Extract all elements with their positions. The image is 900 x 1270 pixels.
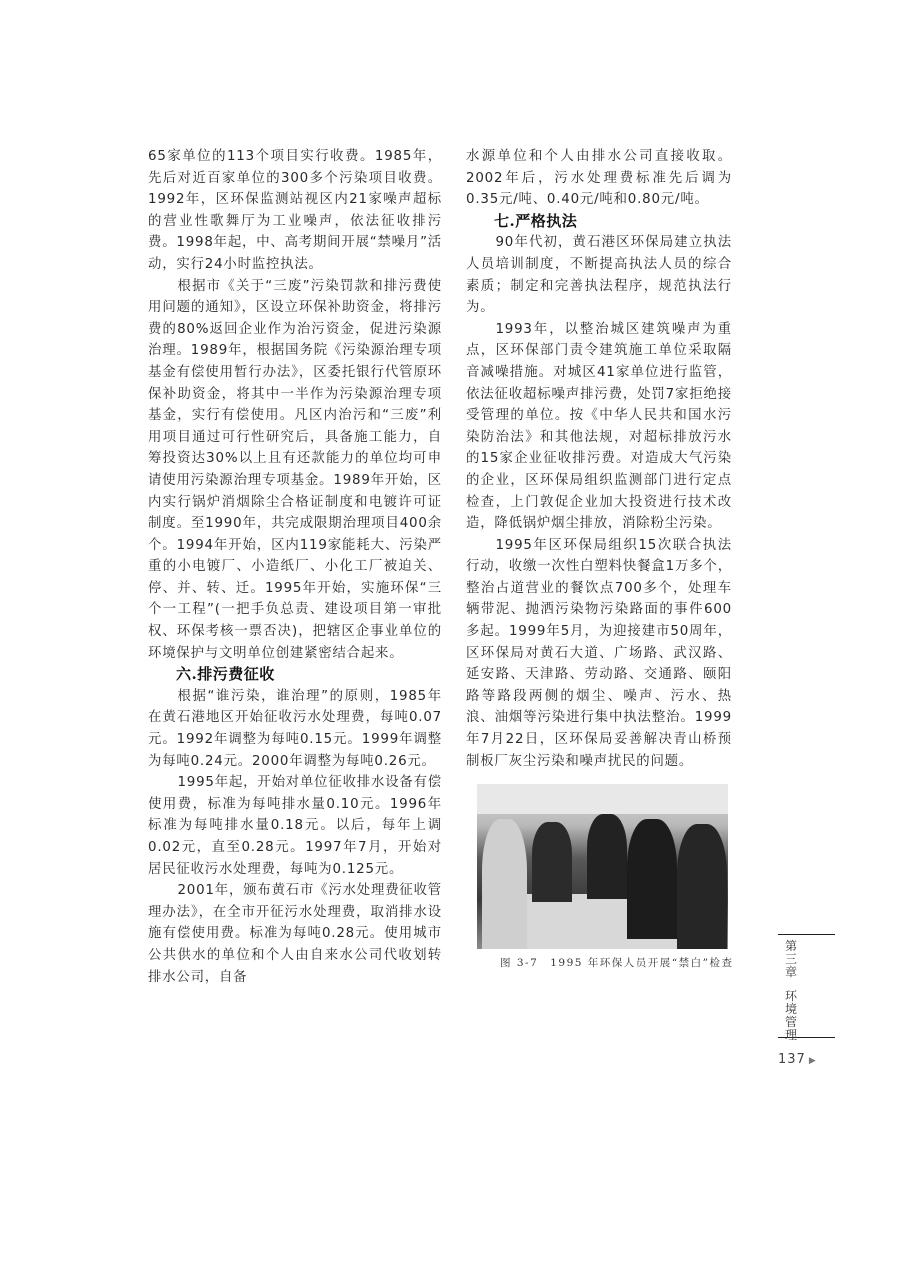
paragraph: 根据“谁污染，谁治理”的原则，1985年在黄石港地区开始征收污水处理费，每吨0.07元。1992年调整为每吨0.15元。1999年调整为每吨0.24元。2000年调整为每吨0.26元。 bbox=[148, 688, 442, 769]
photo-person bbox=[587, 814, 627, 899]
tab-char: 章 bbox=[785, 965, 798, 979]
section-heading: 六.排污费征收 bbox=[176, 665, 275, 684]
tab-char: 理 bbox=[785, 1028, 798, 1042]
tab-char: 第 bbox=[785, 939, 798, 953]
paragraph: 65家单位的113个项目实行收费。1985年，先后对近百家单位的300多个污染项目收费。1992年，区环保监测站视区内21家噪声超标的营业性歌舞厅为工业噪声，依法征收排污费。1998年起，中、高考期间开展“禁噪月”活动，实行24小时监控执法。 bbox=[148, 149, 442, 272]
photo-person bbox=[677, 824, 727, 949]
triangle-right-icon: ▶ bbox=[808, 1056, 817, 1066]
page-number bbox=[778, 1052, 817, 1067]
tab-char: 境 bbox=[785, 1002, 798, 1016]
paragraph: 1995年起，开始对单位征收排水设备有偿使用费，标准为每吨排水量0.10元。1996年标准为每吨排水量0.18元。以后，每年上调0.02元，直至0.28元。1997年7月，开始对居民征收污水处理费，每吨为0.125元。 bbox=[148, 775, 442, 877]
paragraph: 90年代初，黄石港区环保局建立执法人员培训制度，不断提高执法人员的综合素质；制定和完善执法程序，规范执法行为。 bbox=[466, 235, 732, 316]
chapter-side-tab bbox=[778, 934, 835, 1042]
paragraph: 2001年，颁布黄石市《污水处理费征收管理办法》，在全市开征污水处理费，取消排水设施有偿使用费。标准为每吨0.28元。使用城市公共供水的单位和个人由自来水公司代收划转排水公司，自备 bbox=[148, 883, 442, 985]
figure-caption: 图 3-7 1995 年环保人员开展“禁白”检查 bbox=[500, 957, 734, 970]
section-heading: 七.严格执法 bbox=[494, 211, 578, 230]
paragraph: 1993年，以整治城区建筑噪声为重点，区环保部门责令建筑施工单位采取隔音减噪措施。对城区41家单位进行监管，依法征收超标噪声排污费，处罚7家拒绝接受管理的单位。按《中华人民共和国水污染防治法》和其他法规，对超标排放污水的15家企业征收排污费。对造成大气污染的企业，区环保局组织监测部门进行定点检查，上门敦促企业加大投资进行技术改造，降低锅炉烟尘排放，消除粉尘污染。 bbox=[466, 321, 732, 532]
tab-char: 环 bbox=[785, 989, 798, 1003]
left-column bbox=[148, 146, 442, 988]
tab-char: 管 bbox=[785, 1015, 798, 1029]
photo-person bbox=[482, 819, 527, 949]
photo-person bbox=[532, 822, 572, 902]
photo-person bbox=[627, 819, 677, 939]
paragraph: 根据市《关于“三废”污染罚款和排污费使用问题的通知》，区设立环保补助资金，将排污费的80%返回企业作为治污资金，促进污染源治理。1989年，根据国务院《污染源治理专项基金有偿使用暂行办法》，区委托银行代管原环保补助资金，将其中一半作为污染源治理专项基金，实行有偿使用。凡区内治污和“三废”利用项目通过可行性研究后，具备施工能力，自筹投资达30%以上且有还款能力的单位均可申请使用污染源治理专项基金。1989年开始，区内实行锅炉消烟除尘合格证制度和电镀许可证制度。至1990年，共完成限期治理项目400余个。1994年开始，区内119家能耗大、污染严重的小电镀厂、小造纸厂、小化工厂被迫关、停、并、转、迁。1995年开始，实施环保“三个一工程”(一把手负总责、建设项目第一审批权、环保考核一票否决)，把辖区企事业单位的环境保护与文明单位创建紧密结合起来。 bbox=[148, 278, 442, 661]
page-number-text: 137 bbox=[778, 1052, 806, 1067]
figure-photo bbox=[477, 784, 728, 949]
paragraph: 水源单位和个人由排水公司直接收取。2002年后，污水处理费标准先后调为0.35元/吨、0.40元/吨和0.80元/吨。 bbox=[466, 149, 732, 208]
paragraph: 1995年区环保局组织15次联合执法行动，收缴一次性白塑料快餐盒1万多个，整治占道营业的餐饮点700多个，处理车辆带泥、抛洒污染物污染路面的事件600多起。1999年5月，为迎接建市50周年，区环保局对黄石大道、广场路、武汉路、延安路、天津路、劳动路、交通路、颐阳路等路段两侧的烟尘、噪声、污水、热浪、油烟等污染进行集中执法整治。1999年7月22日，区环保局妥善解决青山桥预制板厂灰尘污染和噪声扰民的问题。 bbox=[466, 537, 732, 769]
photo-ceiling bbox=[477, 784, 728, 814]
right-column bbox=[466, 146, 732, 971]
tab-char: 三 bbox=[785, 952, 798, 966]
